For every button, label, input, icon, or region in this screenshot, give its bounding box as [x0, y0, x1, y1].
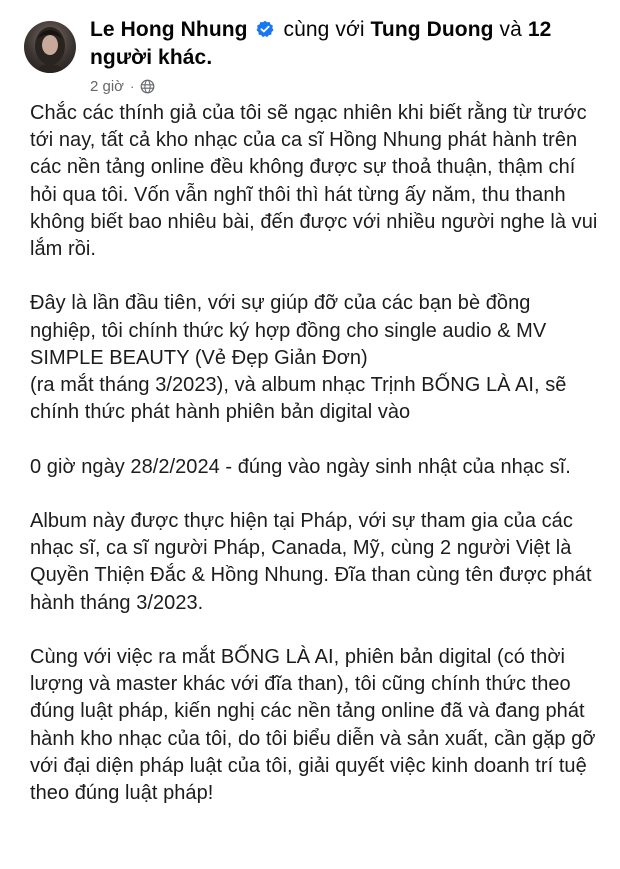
- post-paragraph-5: Cùng với việc ra mắt BỐNG LÀ AI, phiên bản digital (có thời lượng và master khác với đĩa than), tôi cũng chính thức theo đúng luật pháp, kiến nghị các nền tảng online đã và đang phát hành kho nhạc của tôi, do tôi biểu diễn và sản xuất, cần gặp gỡ với đại diện pháp luật của tôi, giải quyết việc kinh doanh trí tuệ theo đúng luật pháp!: [30, 646, 596, 805]
- author-name[interactable]: Le Hong Nhung: [90, 18, 248, 41]
- author-line: [90, 16, 600, 72]
- paragraph-gap: [30, 617, 600, 644]
- post-header: [18, 12, 608, 102]
- author-avatar[interactable]: [24, 21, 76, 73]
- tagged-others-link[interactable]: 12 người khác.: [90, 18, 552, 69]
- avatar-photo-icon: [24, 21, 76, 73]
- verified-badge-icon: [256, 20, 274, 38]
- globe-icon[interactable]: [140, 79, 155, 94]
- tagged-person[interactable]: Tung Duong: [370, 18, 494, 41]
- meta-separator: ·: [130, 79, 135, 94]
- and-text: và: [499, 18, 522, 41]
- with-text: cùng với: [283, 18, 365, 41]
- post-meta: [90, 78, 155, 95]
- post-paragraph-2: Đây là lần đầu tiên, với sự giúp đỡ của các bạn bè đồng nghiệp, tôi chính thức ký hợp đồng cho single audio & MV SIMPLE BEAUTY (Vẻ Đẹp Giản Đơn) (ra mắt tháng 3/2023), và album nhạc Trịnh BỐNG LÀ AI, sẽ chính thức phát hành phiên bản digital vào: [30, 292, 567, 424]
- post-paragraph-1: Chắc các thính giả của tôi sẽ ngạc nhiên khi biết rằng từ trước tới nay, tất cả kho nhạc của ca sĩ Hồng Nhung phát hành trên các nền tảng online đều không được sự thoả thuận, thậm chí hỏi qua tôi. Vốn vẫn nghĩ thôi thì hát từng ấy năm, thu thanh không biết bao nhiêu bài, đến được với nhiều người nghe là vui lắm rồi.: [30, 102, 598, 261]
- paragraph-gap: [30, 426, 600, 453]
- paragraph-gap: [30, 481, 600, 508]
- post-paragraph-4: Album này được thực hiện tại Pháp, với sự tham gia của các nhạc sĩ, ca sĩ người Pháp, Canada, Mỹ, cùng 2 người Việt là Quyền Thiện Đắc & Hồng Nhung. Đĩa than cùng tên được phát hành tháng 3/2023.: [30, 510, 592, 614]
- paragraph-gap: [30, 263, 600, 290]
- post-paragraph-3: 0 giờ ngày 28/2/2024 - đúng vào ngày sinh nhật của nhạc sĩ.: [30, 455, 571, 478]
- post-body: [30, 100, 600, 807]
- post-time[interactable]: 2 giờ: [90, 78, 125, 95]
